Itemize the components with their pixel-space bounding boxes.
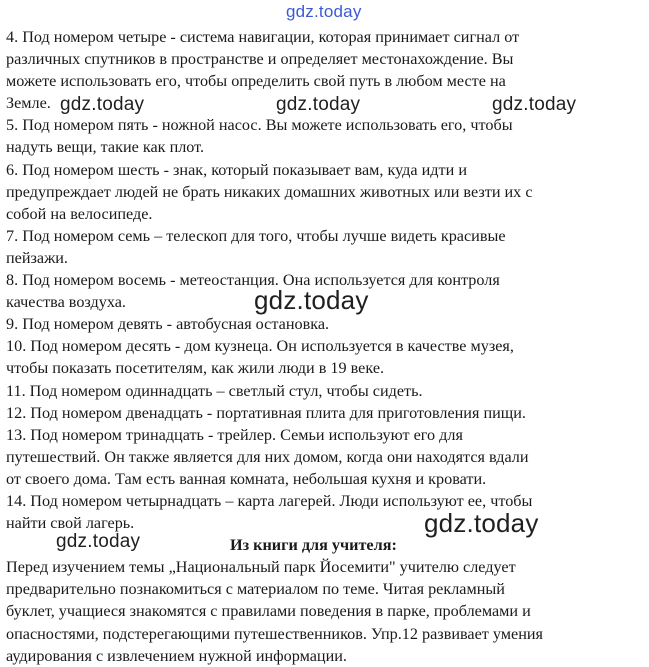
text-line: 10. Под номером десять - дом кузнеца. Он используется в качестве музея, — [6, 337, 514, 356]
text-line: буклет, учащиеся знакомятся с правилами поведения в парке, проблемами и — [6, 602, 531, 621]
watermark: gdz.today — [424, 508, 539, 538]
text-line: собой на велосипеде. — [6, 204, 153, 223]
watermark-top: gdz.today — [286, 2, 362, 21]
text-line: надуть вещи, такие как плот. — [6, 138, 205, 157]
text-line: 8. Под номером восемь - метеостанция. Она используется для контроля — [6, 271, 500, 290]
text-line: путешествий. Он также является для них домом, когда они находятся вдали — [6, 447, 529, 466]
text-line: можете использовать его, чтобы определить свой путь в любом месте на — [6, 72, 506, 91]
text-line: 12. Под номером двенадцать - портативная плита для приготовления пищи. — [6, 403, 526, 422]
text-line: 5. Под номером пять - ножной насос. Вы можете использовать его, чтобы — [6, 116, 513, 135]
text-line: опасностями, подстерегающими путешественников. Упр.12 развивает умения — [6, 624, 543, 643]
text-line: предварительно познакомиться с материалом по теме. Читая рекламный — [6, 580, 505, 599]
watermark: gdz.today — [276, 94, 361, 115]
document-text — [6, 26, 644, 667]
text-line: Перед изучением темы „Национальный парк Йосемити" учителю следует — [6, 558, 516, 577]
watermark: gdz.today — [56, 531, 141, 552]
text-line: качества воздуха. — [6, 293, 126, 312]
text-line: пейзажи. — [6, 248, 68, 267]
text-line: аудирования с извлечением нужной информации. — [6, 646, 347, 665]
text-line: 13. Под номером тринадцать - трейлер. Семьи используют его для — [6, 425, 463, 444]
text-line: 14. Под номером четырнадцать – карта лагерей. Люди используют ее, чтобы — [6, 491, 533, 510]
watermark: gdz.today — [60, 94, 145, 115]
watermark: gdz.today — [492, 94, 577, 115]
text-line: Земле. — [6, 94, 51, 113]
text-line: предупреждает людей не брать никаких домашних животных или везти их с — [6, 182, 533, 201]
text-line: различных спутников в пространстве и определяет местонахождение. Вы — [6, 50, 514, 69]
text-line: от своего дома. Там есть ванная комната, небольшая кухня и кровати. — [6, 469, 487, 488]
text-line: 7. Под номером семь – телескоп для того, чтобы лучше видеть красивые — [6, 226, 506, 245]
text-line: 11. Под номером одиннадцать – светлый стул, чтобы сидеть. — [6, 381, 423, 400]
text-line: чтобы показать посетителям, как жили люди в 19 веке. — [6, 359, 385, 378]
text-line: 9. Под номером девять - автобусная остановка. — [6, 315, 330, 334]
watermark: gdz.today — [254, 285, 369, 315]
section-heading: Из книги для учителя: — [230, 536, 397, 555]
text-line: найти свой лагерь. — [6, 514, 135, 533]
text-line: 4. Под номером четыре - система навигации, которая принимает сигнал от — [6, 28, 520, 46]
text-line: 6. Под номером шесть - знак, который показывает вам, куда идти и — [6, 160, 467, 179]
